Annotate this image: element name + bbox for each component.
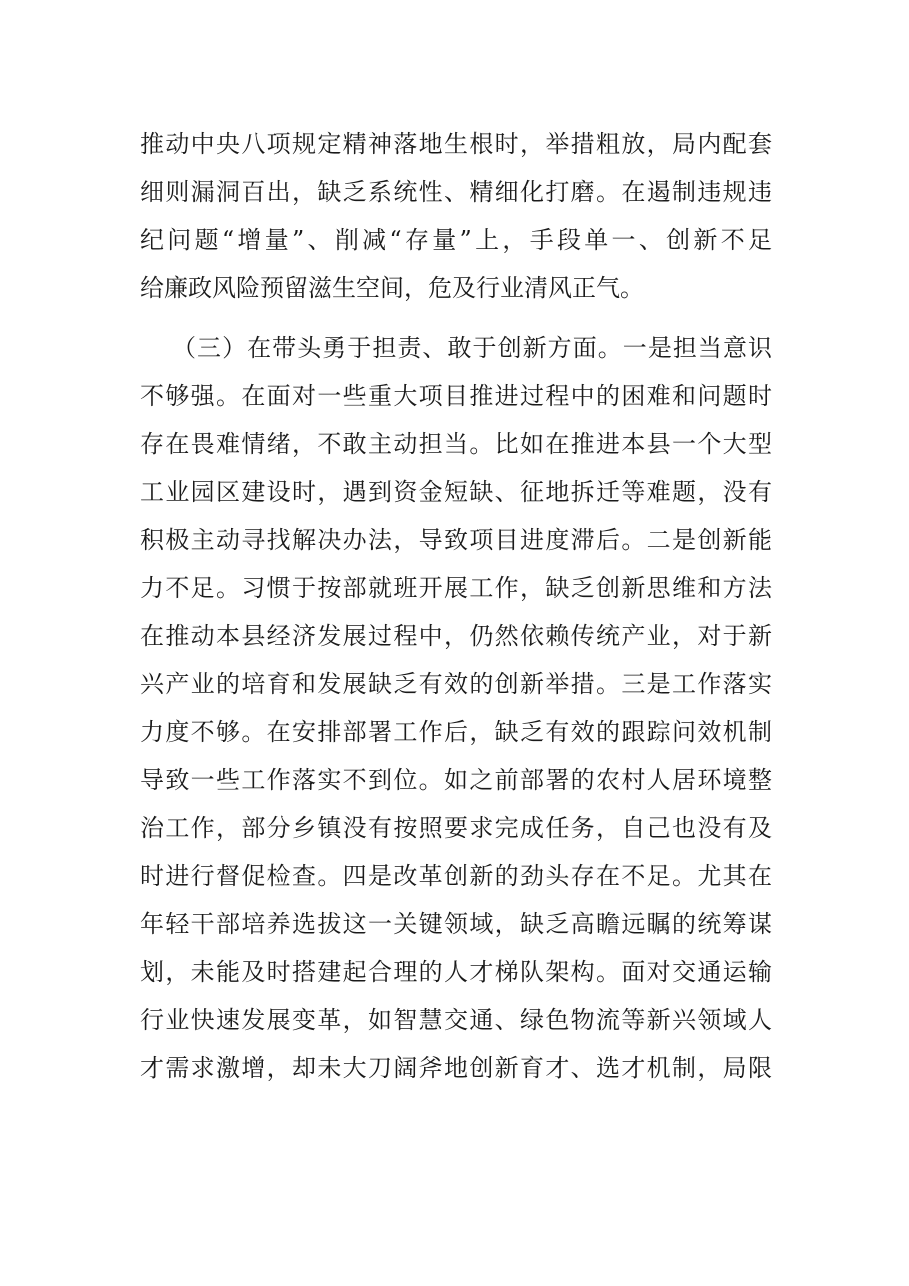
paragraph-line: 治工作，部分乡镇没有按照要求完成任务，自己也没有及: [140, 814, 772, 842]
paragraph-line: 年轻干部培养选拔这一关键领域，缺乏高瞻远瞩的统筹谋: [140, 910, 772, 938]
paragraph-line: 纪问题“增量”、削减“存量”上，手段单一、创新不足: [140, 226, 772, 254]
paragraph-line: 行业快速发展变革，如智慧交通、绿色物流等新兴领域人: [140, 1006, 772, 1034]
paragraph-1: [140, 120, 772, 312]
paragraph-line: 兴产业的培育和发展缺乏有效的创新举措。三是工作落实: [140, 670, 772, 698]
paragraph-line: 不够强。在面对一些重大项目推进过程中的困难和问题时: [140, 382, 772, 410]
paragraph-line: 在推动本县经济发展过程中，仍然依赖传统产业，对于新: [140, 622, 772, 650]
paragraph-line: 积极主动寻找解决办法，导致项目进度滞后。二是创新能: [140, 526, 772, 554]
paragraph-line: 细则漏洞百出，缺乏系统性、精细化打磨。在遏制违规违: [140, 178, 772, 206]
paragraph-line: 划，未能及时搭建起合理的人才梯队架构。面对交通运输: [140, 958, 772, 986]
paragraph-line: 时进行督促检查。四是改革创新的劲头存在不足。尤其在: [140, 862, 772, 890]
paragraph-line: 力不足。习惯于按部就班开展工作，缺乏创新思维和方法: [140, 574, 772, 602]
paragraph-line: 才需求激增，却未大刀阔斧地创新育才、选才机制，局限: [140, 1054, 772, 1082]
paragraph-line: 工业园区建设时，遇到资金短缺、征地拆迁等难题，没有: [140, 478, 772, 506]
paragraph-line: 给廉政风险预留滋生空间，危及行业清风正气。: [140, 274, 644, 302]
paragraph-line: 存在畏难情绪，不敢主动担当。比如在推进本县一个大型: [140, 430, 772, 458]
paragraph-line: 推动中央八项规定精神落地生根时，举措粗放，局内配套: [140, 130, 772, 158]
paragraph-line: 力度不够。在安排部署工作后，缺乏有效的跟踪问效机制: [140, 718, 772, 746]
paragraph-line: （三）在带头勇于担责、敢于创新方面。一是担当意识: [172, 334, 772, 362]
paragraph-2: [140, 324, 772, 1092]
paragraph-line: 导致一些工作落实不到位。如之前部署的农村人居环境整: [140, 766, 772, 794]
